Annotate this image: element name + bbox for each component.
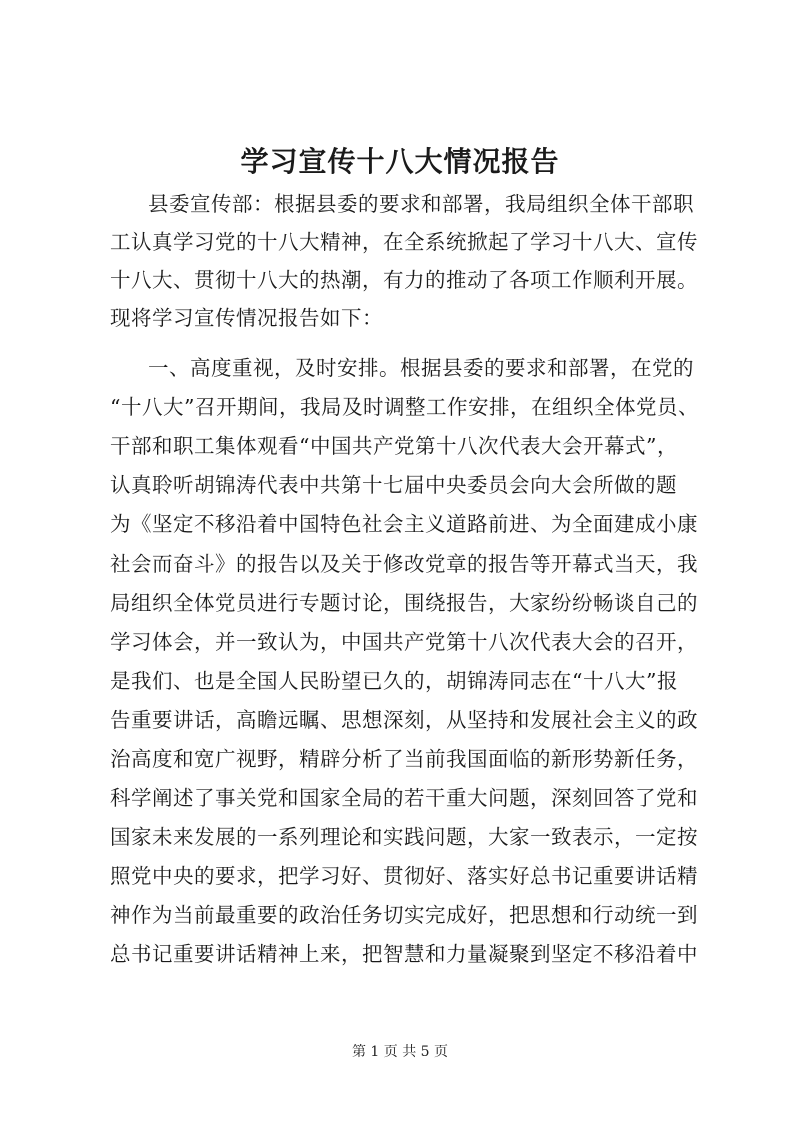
body-text-line: 县委宣传部：根据县委的要求和部署，我局组织全体干部职 <box>148 192 694 216</box>
body-text-line: 为《坚定不移沿着中国特色社会主义道路前进、为全面建成小康 <box>110 512 698 536</box>
body-text-line: 一、高度重视，及时安排。根据县委的要求和部署，在党的 <box>148 356 694 380</box>
body-text-line: 社会而奋斗》的报告以及关于修改党章的报告等开幕式当天，我 <box>110 552 698 576</box>
body-text-line: 科学阐述了事关党和国家全局的若干重大问题，深刻回答了党和 <box>110 786 698 810</box>
page-number-footer: 第 1 页 共 5 页 <box>351 1044 449 1060</box>
document-title: 学习宣传十八大情况报告 <box>240 145 560 178</box>
body-text-line: 神作为当前最重要的政治任务切实完成好，把思想和行动统一到 <box>110 903 698 927</box>
body-text-line: 总书记重要讲话精神上来，把智慧和力量凝聚到坚定不移沿着中 <box>110 942 698 966</box>
body-text-line: 现将学习宣传情况报告如下： <box>110 306 383 330</box>
body-text-line: 学习体会，并一致认为，中国共产党第十八次代表大会的召开， <box>110 630 698 654</box>
body-text-line: “十八大”召开期间，我局及时调整工作安排，在组织全体党员、 <box>110 395 699 419</box>
body-text-line: 治高度和宽广视野，精辟分析了当前我国面临的新形势新任务， <box>110 747 698 771</box>
body-text-line: 局组织全体党员进行专题讨论，围绕报告，大家纷纷畅谈自己的 <box>110 591 698 615</box>
body-text-line: 干部和职工集体观看“中国共产党第十八次代表大会开幕式”， <box>110 434 678 458</box>
body-text-line: 是我们、也是全国人民盼望已久的，胡锦涛同志在“十八大”报 <box>110 669 678 693</box>
body-text-line: 认真聆听胡锦涛代表中共第十七届中央委员会向大会所做的题 <box>110 473 677 497</box>
body-text-line: 照党中央的要求，把学习好、贯彻好、落实好总书记重要讲话精 <box>110 864 698 888</box>
body-text-line: 告重要讲话，高瞻远瞩、思想深刻，从坚持和发展社会主义的政 <box>110 708 698 732</box>
body-text-line: 十八大、贯彻十八大的热潮，有力的推动了各项工作顺利开展。 <box>110 268 698 292</box>
body-text-line: 国家未来发展的一系列理论和实践问题，大家一致表示，一定按 <box>110 825 698 849</box>
body-text-line: 工认真学习党的十八大精神，在全系统掀起了学习十八大、宣传 <box>110 230 698 254</box>
